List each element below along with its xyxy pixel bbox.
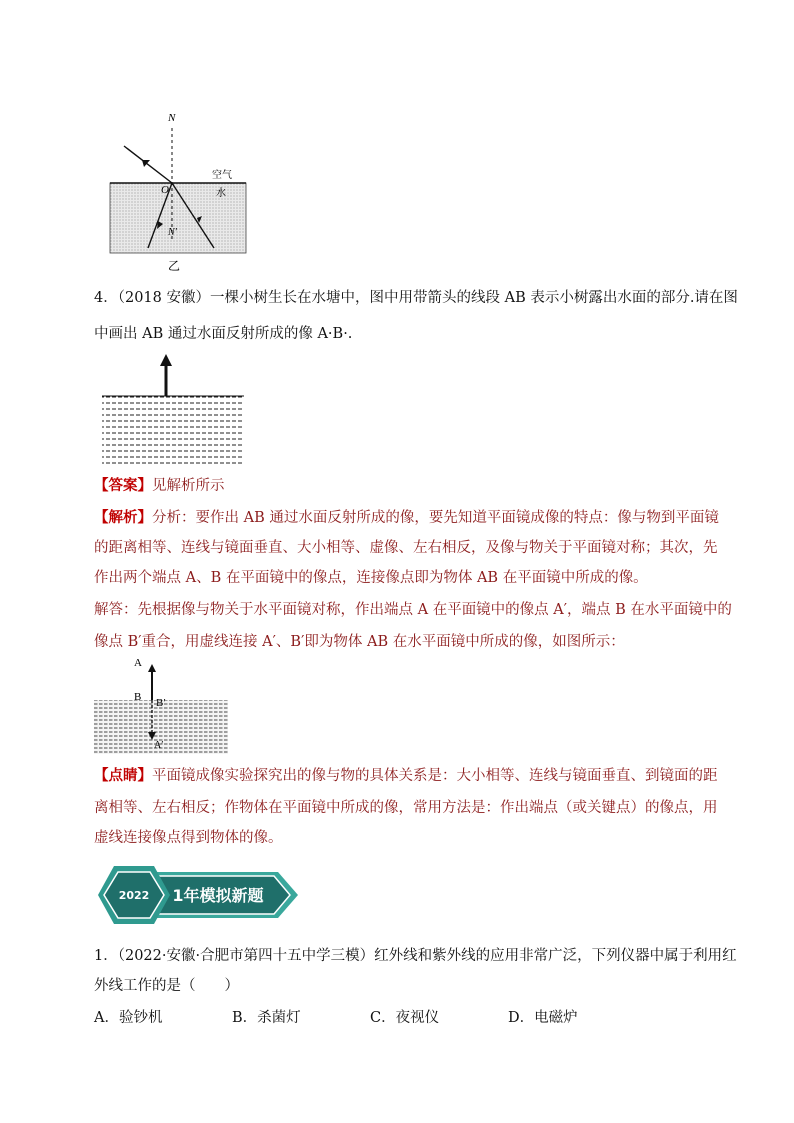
label-b-prime: B′: [156, 697, 166, 709]
label-o: O: [161, 184, 169, 196]
question1-line1: 1．（2022·安徽·合肥市第四十五中学三模）红外线和紫外线的应用非常广泛，下列仪器中属于利用红: [94, 948, 737, 964]
question1-options: [94, 1006, 694, 1028]
analysis-line1: [94, 508, 719, 528]
comment-line1: [94, 766, 718, 786]
answer-line: [94, 476, 704, 496]
reflected-ray: [124, 146, 172, 183]
label-a: A: [134, 657, 142, 669]
analysis-line5: 像点 B′重合，用虚线连接 A′、B′即为物体 AB 在水平面镜中所成的像，如图所示：: [94, 634, 625, 650]
analysis-tag: 【解析】: [94, 509, 152, 526]
banner-title: 1年模拟新题: [172, 886, 264, 905]
pond-water: [102, 396, 244, 464]
label-n-prime: N': [168, 227, 177, 238]
label-air: 空气: [212, 170, 232, 181]
option-b[interactable]: B．杀菌灯: [232, 1010, 301, 1026]
section-banner: [94, 862, 300, 928]
comment-line3: 虚线连接像点得到物体的像。: [94, 830, 283, 846]
question4-line1: 4．（2018 安徽）一棵小树生长在水塘中，图中用带箭头的线段 AB 表示小树露出水面的部分.请在图: [94, 290, 738, 306]
question4-line2: 中画出 AB 通过水面反射所成的像 A·B·.: [94, 326, 353, 342]
tree-ab-arrow: [160, 354, 172, 366]
answer-tag: 【答案】: [94, 477, 152, 494]
label-b: B: [134, 691, 142, 703]
comment-tag: 【点睛】: [94, 767, 152, 784]
label-n: N: [168, 112, 176, 124]
comment-text1: 平面镜成像实验探究出的像与物的具体关系是：大小相等、连线与镜面垂直、到镜面的距: [152, 768, 718, 784]
refraction-diagram: [104, 108, 254, 274]
option-d[interactable]: D．电磁炉: [508, 1010, 578, 1026]
diagram-caption: 乙: [168, 259, 181, 273]
analysis-text1: 分析：要作出 AB 通过水面反射所成的像，要先知道平面镜成像的特点：像与物到平面镜: [152, 510, 719, 526]
analysis-line4: 解答：先根据像与物关于水平面镜对称，作出端点 A 在平面镜中的像点 A′，端点 B 在水平面镜中的: [94, 602, 732, 618]
tree-water-diagram: [100, 352, 246, 466]
comment-line2: 离相等、左右相反；作物体在平面镜中所成的像，常用方法是：作出端点（或关键点）的像点，用: [94, 800, 718, 816]
label-a-prime: A′: [154, 740, 164, 751]
question1-line2: 外线工作的是（ ）: [94, 978, 239, 994]
object-ab-arrow: [148, 664, 156, 672]
analysis-line3: 作出两个端点 A、B 在平面镜中的像点，连接像点即为物体 AB 在平面镜中所成的像。: [94, 570, 648, 586]
option-a[interactable]: A．验钞机: [94, 1010, 163, 1026]
analysis-line2: 的距离相等、连线与镜面垂直、大小相等、虚像、左右相反，及像与物关于平面镜对称；其次，先: [94, 540, 718, 556]
answer-text: 见解析所示: [152, 478, 225, 494]
label-water: 水: [216, 188, 226, 199]
option-c[interactable]: C．夜视仪: [370, 1010, 440, 1026]
mirror-image-diagram: [94, 654, 230, 758]
banner-year: 2022: [118, 889, 150, 902]
